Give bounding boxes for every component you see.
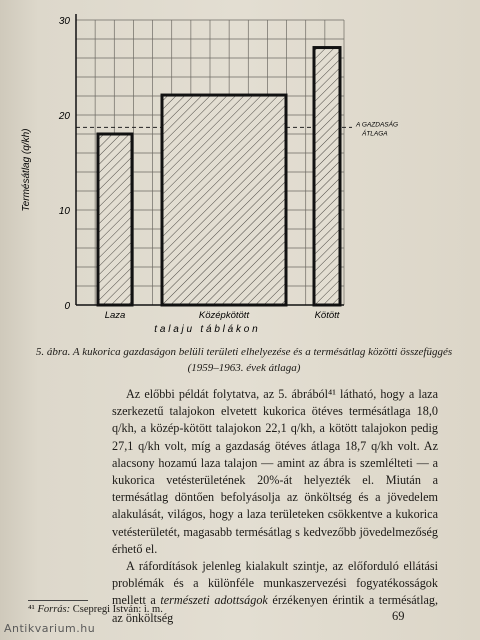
bar-középkötött [162,95,286,305]
bars [98,48,340,321]
y-tick-label: 20 [58,111,70,122]
y-tick-label: 10 [58,206,70,217]
figure-caption-text: A kukorica gazdaságon belüli területi elhelyezése és a termésátlag közötti összefüggés (1959–1963. évek átlaga) [72,346,453,374]
footnote-rule [28,600,88,601]
y-tick-label: 30 [58,16,70,27]
bar-kötött [314,48,340,305]
bar-laza [98,134,132,305]
average-label-line1: A GAZDASÁG [356,121,399,129]
category-label: Laza [104,310,126,321]
footnote [28,604,163,615]
average-label-line2: ÁTLAGA [362,130,388,138]
y-axis-label: Termésátlag (q/kh) [21,128,32,212]
category-label: Kötött [314,310,340,321]
paragraph-2-start: A ráfordítások jelenleg kialakult szintje, az előforduló ellátási problémák és a különféle munkaszervezési fogyatékosságok mellett a [112,559,438,608]
paragraph-2-italic: természeti adottságok [160,593,268,608]
figure-caption [34,344,454,376]
watermark: Antikvarium.hu [4,622,96,635]
paragraph-1: Az előbbi példát folytatva, az 5. ábrából⁴¹ látható, hogy a laza szerkezetű talajokon elvetett kukorica ötéves termésátlaga 18,0 q/kh, a közép-kötött talajokon 22,1 q/kh, a kötött talajokon pedig 27,1 q/kh volt, míg a gazdaság ötéves átlaga 18,7 q/kh volt. Az alacsony hozamú laza talajon — amint az ábra is szemlélteti — a kukorica vetésterületének 20%-át helyezték el. Miután a termésátlag döntően befolyásolja az önköltség és a jövedelem alakulását, világos, hogy a laza területeken csökkentve a kukorica vetésterületét, magasabb termésátlag s kedvezőbb jövedelmezőség érhető el. [112,387,438,556]
y-tick-label: 0 [64,301,70,312]
body-text [112,386,438,627]
footnote-source-label: Forrás: [37,604,71,615]
category-label: Középkötött [198,310,250,321]
page-number: 69 [392,609,405,623]
figure-label: 5. ábra. [35,346,71,358]
footnote-marker: ⁴¹ [28,604,35,615]
paragraph-2-end: érzékenyen érintik a termésátlag, az önköltség [112,593,439,625]
footnote-text: Csepregi István: i. m. [72,604,163,615]
paragraph-2 [112,558,438,627]
x-axis-label: t a l a j u t á b l á k o n [154,324,258,335]
